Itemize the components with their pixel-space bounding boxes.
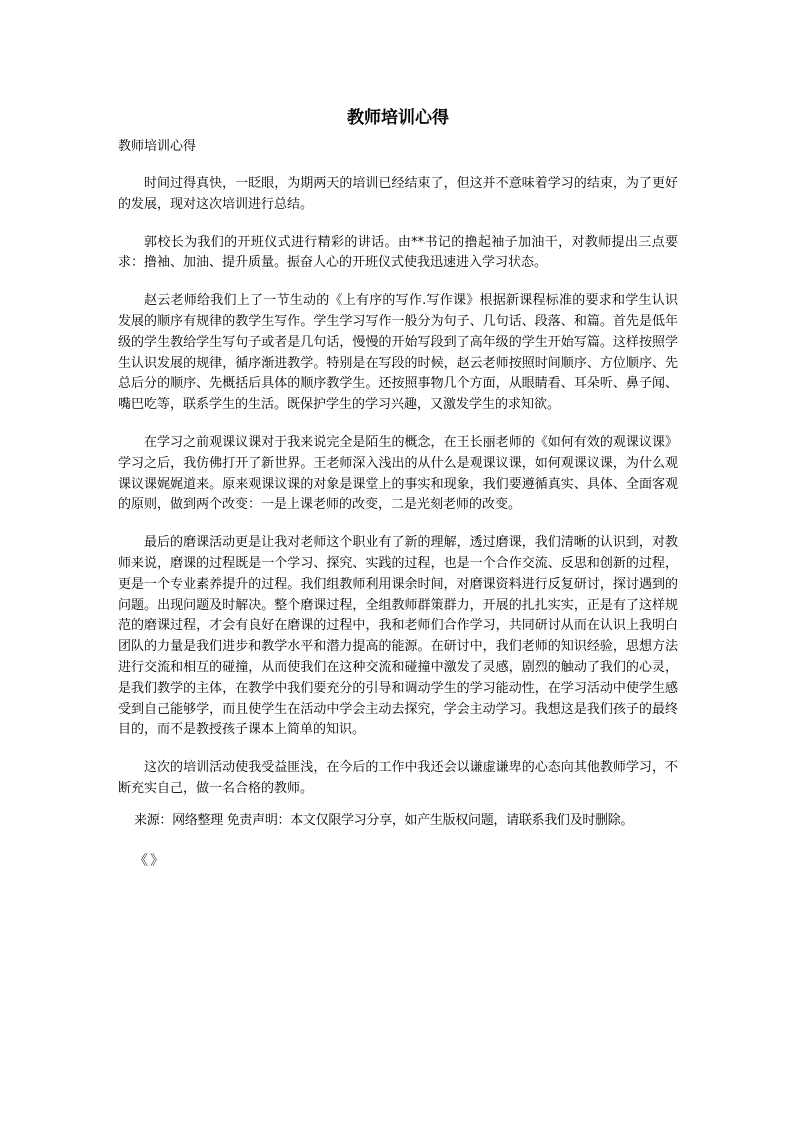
document-title: 教师培训心得 [347,108,449,128]
paragraph-2: 郭校长为我们的开班仪式进行精彩的讲话。由**书记的撸起袖子加油干，对教师提出三点要求：撸袖、加油、提升质量。振奋人心的开班仪式使我迅速进入学习状态。 [118,234,678,271]
paragraph-3: 赵云老师给我们上了一节生动的《上有序的写作.写作课》根据新课程标准的要求和学生认识发展的顺序有规律的教学生写作。学生学习写作一般分为句子、几句话、段落、和篇。首先是低年级的学生教给学生写句子或者是几句话，慢慢的开始写段到了高年级的学生开始写篇。这样按照学生认识发展的规律，循序渐进教学。特别是在写段的时候，赵云老师按照时间顺序、方位顺序、先总后分的顺序、先概括后具体的顺序教学生。还按照事物几个方面，从眼睛看、耳朵听、鼻子闻、嘴巴吃等，联系学生的生活。既保护学生的学习兴趣，又激发学生的求知欲。 [118,293,678,413]
paragraph-5: 最后的磨课活动更是让我对老师这个职业有了新的理解，透过磨课，我们清晰的认识到，对教师来说，磨课的过程既是一个学习、探究、实践的过程，也是一个合作交流、反思和创新的过程，更是一个专业素养提升的过程。我们组教师利用课余时间，对磨课资料进行反复研讨，探讨遇到的问题。出现问题及时解决。整个磨课过程，全组教师群策群力，开展的扎扎实实，正是有了这样规范的磨课过程，才会有良好在磨课的过程中，我和老师们合作学习，共同研讨从而在认识上我明白团队的力量是我们进步和教学水平和潜力提高的能源。在研讨中，我们老师的知识经验，思想方法进行交流和相互的碰撞，从而使我们在这种交流和碰撞中激发了灵感，剧烈的触动了我们的心灵，是我们教学的主体，在教学中我们要充分的引导和调动学生的学习能动性，在学习活动中使学生感受到自己能够学，而且使学生在活动中学会主动去探究，学会主动学习。我想这是我们孩子的最终目的，而不是教授孩子课本上简单的知识。 [118,535,678,738]
paragraph-6: 这次的培训活动使我受益匪浅，在今后的工作中我还会以谦虚谦卑的心态向其他教师学习，不断充实自己，做一名合格的教师。 [118,760,678,796]
pager [134,851,678,871]
document-subtitle: 教师培训心得 [118,139,197,154]
prev-link[interactable]: 《 [134,852,148,869]
paragraph-4: 在学习之前观课议课对于我来说完全是陌生的概念，在王长丽老师的《如何有效的观课议课》学习之后，我仿佛打开了新世界。王老师深入浅出的从什么是观课议课，如何观课议课，为什么观课议课娓娓道来。原来观课议课的对象是课堂上的事实和现象，我们要遵循真实、具体、全面客观的原则，做到两个改变：一是上课老师的改变，二是光刻老师的改变。 [118,434,678,513]
source-disclaimer: 来源：网络整理 免责声明：本文仅限学习分享，如产生版权问题，请联系我们及时删除。 [134,812,634,828]
next-link[interactable]: 》 [150,852,164,869]
paragraph-1: 时间过得真快，一眨眼，为期两天的培训已经结束了，但这并不意味着学习的结束，为了更好的发展，现对这次培训进行总结。 [118,176,678,212]
document-page [118,106,678,871]
